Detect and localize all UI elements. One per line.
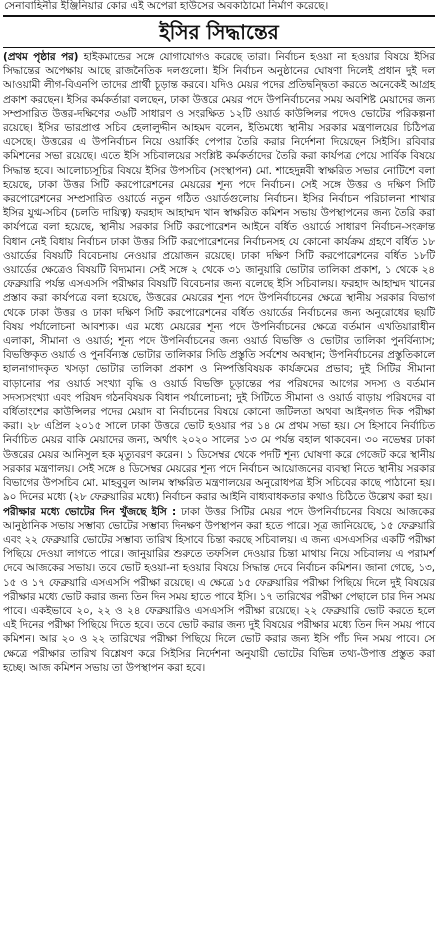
- paragraph-2-text: ঢাকা উত্তর সিটির মেয়র পদে উপনির্বাচনের বিষয়ে আজকের আনুষ্ঠানিক সভায় সম্ভাব্য ভোটের সম্ভাব্য দিনক্ষণ উপস্থাপন করা হতে পারে। সূত্র জানিয়েছে, ১৫ ফেব্রুয়ারি এবং ২২ ফেব্রুয়ারি ভোটের সম্ভাব্য তারিখ হিসাবে চিন্তা করছে সচিবালয়। এ জন্য এসএসসির একটি পরীক্ষা পিছিয়ে দেওয়া লাগতে পারে। জানুয়ারির শুরুতে তফসিল দেওয়ার চিন্তা মাথায় নিয়ে সচিবালয় এ পরামর্শ দেবে আজকের সভায়। তবে ভোট হওয়া-না হওয়ার বিষয়ে সিদ্ধান্ত দেবে নির্বাচন কমিশন। জানা গেছে, ১৩, ১৫ ও ১৭ ফেব্রুয়ারি এসএসসি পরীক্ষা রয়েছে। এ ক্ষেত্রে ১৫ ফেব্রুয়ারির পরীক্ষা পিছিয়ে দিলে দুই বিষয়ের পরীক্ষার মধ্যে ভোট করার জন্য তিন দিন সময় হাতে পাবে ইসি। ১৭ তারিখের পরীক্ষা পেছালে চার দিন সময় পাবে। একইভাবে ২০, ২২ ও ২৪ ফেব্রুয়ারিও এসএসসি পরীক্ষা রয়েছে। ২২ ফেব্রুয়ারি ভোট করতে হলে এই দিনের পরীক্ষা পিছিয়ে দিতে হবে। তবে ভোট করার জন্য দুই বিষয়ের পরীক্ষার মধ্যে তিন দিন সময় পাবে কমিশন। আর ২০ ও ২২ তারিখের পরীক্ষা পিছিয়ে দিলে ভোট করার জন্য ইসি পাঁচ দিন সময় পাবে। সে ক্ষেত্রে পরীক্ষার তারিখ বিশ্লেষণ করে সিইসির নির্দেশনা অনুযায়ী ভোটের বিভিন্ন তথ্য-উপাত্ত প্রস্তুত করা হচ্ছে। আজ কমিশন সভায় তা উপস্থাপন করা হবে।: [3, 505, 435, 674]
- article-body: [3, 50, 435, 675]
- continuation-label: (প্রথম পৃষ্ঠার পর): [3, 51, 79, 63]
- paragraph-1: [3, 50, 435, 505]
- previous-article-last-line: সেনাবাহিনীর ইঞ্জিনিয়ার কোর এই অপেরা হাউসের অবকাঠামো নির্মাণ করেছে।: [4, 0, 329, 12]
- section-subhead: পরীক্ষার মধ্যে ভোটের দিন খুঁজছে ইসি :: [3, 505, 177, 518]
- headline-block: [3, 15, 435, 47]
- headline-rule: [3, 47, 435, 48]
- paragraph-2: [3, 505, 435, 675]
- paragraph-1-text: হাইকমান্ডের সঙ্গে যোগাযোগও করেছে তারা। নির্বাচন হওয়া না হওয়ার বিষয়ে ইসির সিদ্ধান্তের অপেক্ষায় আছে রাজনৈতিক দলগুলো। ইসি নির্বাচন অনুষ্ঠানের ঘোষণা দিলেই প্রধান দুই দল আওয়ামী লীগ-বিএনপি তাদের প্রার্থী চূড়ান্ত করবে। যদিও মেয়র পদের প্রতিদ্বন্দ্বিতা করতে অনেকেই আগ্রহ প্রকাশ করছেন। ইসির কর্মকর্তারা বলছেন, ঢাকা উত্তরে মেয়র পদে উপনির্বাচনের সময় অবশিষ্ট মেয়াদের জন্য সম্প্রসারিত উত্তর-দক্ষিণের ৩৬টি সাধারণ ও সংরক্ষিত ১২টি ওয়ার্ড কাউন্সিলর পদেও ভোটের পরিকল্পনা রয়েছে। ইসির ভারপ্রাপ্ত সচিব হেলালুদ্দীন আহমদ বলেন, ইতিমধ্যে স্থানীয় সরকার মন্ত্রণালয়ের চিঠিপত্র এসেছে। উত্তরের এ উপনির্বাচন নিয়ে ওয়ার্কিং পেপার তৈরি করার নির্দেশনা দিয়েছেন সিইসি। রবিবার কমিশনের সভা রয়েছে। এতে ইসি সচিবালয়ের সংশ্লিষ্ট কর্মকর্তাদের তৈরি করা কার্যপত্র পেয়ে সার্বিক বিষয়ে সিদ্ধান্ত হবে। আলোচ্যসূচির বিষয়ে ইসির উপসচিব (সংস্থাপন) মো. শাহেদুন্নবী স্বাক্ষরিত সভার নোটিশে বলা হয়েছে, ঢাকা উত্তর সিটি করপোরেশনের মেয়রের শূন্য পদে নির্বাচন। সেই সঙ্গে উত্তর ও দক্ষিণ সিটি করপোরেশনের সম্প্রসারিত ওয়ার্ডে নতুন গঠিত ওয়ার্ডগুলোয় নির্বাচন। ইসির নির্বাচন পরিচালনা শাখার ইসির যুগ্ম-সচিব (চলতি দায়িত্ব) ফরহাদ আহাম্মদ খান স্বাক্ষরিত কমিশন সভায় উপস্থাপনের জন্য তৈরি করা কার্যপত্রে বলা হয়েছে, স্থানীয় সরকার সিটি করপোরেশন আইনে বর্ধিত ওয়ার্ডে সাধারণ নির্বাচন-সংক্রান্ত বিধান নেই বিধায় নির্বাচন ঢাকা উত্তর সিটি করপোরেশনের নির্বাচনসহ যে কোনো কার্যক্রম গ্রহণে বর্ধিত ১৮ ওয়ার্ডের বিষয়টি বিবেচনায় নেওয়ার প্রয়োজন রয়েছে। ঢাকা দক্ষিণ সিটি করপোরেশনের বর্ধিত ১৮টি ওয়ার্ডের ক্ষেত্রেও বিষয়টি বিদ্যমান। সেই সঙ্গে ২ থেকে ৩১ জানুয়ারি ভোটার তালিকা প্রকাশ, ১ থেকে ২৪ ফেব্রুয়ারি পর্যন্ত এসএসসি পরীক্ষার বিষয়টি বিবেচনার জন্য বলেছে ইসি সচিবালয়। ফরহাদ আহাম্মদ খানের প্রস্তাব করা কার্যপত্রে বলা হয়েছে, উত্তরের মেয়রের শূন্য পদে উপনির্বাচনের ক্ষেত্রে স্থানীয় সরকার বিভাগ থেকে ঢাকা উত্তর ও ঢাকা দক্ষিণ সিটি করপোরেশনের বর্ধিত ওয়ার্ডের নির্বাচনের জন্য অনুরোধের ছয়টি বিষয় পর্যালোচনা আবশ্যক। এর মধ্যে মেয়রের শূন্য পদে উপনির্বাচনের ক্ষেত্রে বর্তমান এখতিয়ারাধীন এলাকা, সীমানা ও ওয়ার্ড; শূন্য পদে উপনির্বাচনের জন্য ওয়ার্ড বিভক্তি ও ভোটার তালিকা পুনর্বিন্যাস; বিভক্তিকৃত ওয়ার্ড ও পুনর্বিন্যস্ত ভোটার তালিকার সিডি প্রস্তুতি সর্বশেষ অবস্থান; উপনির্বাচনের প্রস্তুতিকালে হালনাগাদকৃত খসড়া ভোটার তালিকা প্রকাশ ও নিষ্পত্তিবিষয়ক কার্যক্রমের প্রভাব; দুই সিটির সীমানা বাড়ানোর পর ওয়ার্ড সংখ্যা বৃদ্ধি ও ওয়ার্ড বিভক্তি চূড়ান্তের পর পরিষদের আগের সদস্য ও বর্তমান সদস্যসংখ্যা এবং পরিষদ গঠনবিষয়ক বিধান পর্যালোচনা; দুই সিটিতে সীমানা ও ওয়ার্ড বাড়ায় পরিষদের বা বর্ধিতাংশের কাউন্সিলর পদের মেয়াদ বা নির্বাচনের বিষয়ে কোনো জটিলতা অথবা আইনগত দিক পরীক্ষা করা। ২৮ এপ্রিল ২০১৫ সালে ঢাকা উত্তরে ভোট হওয়ার পর ১৪ মে প্রথম সভা হয়। সে হিসাবে নির্বাচিত নির্বাচিত মেয়র বাকি মেয়াদের জন্য, অর্থাৎ ২০২০ সালের ১৩ মে পর্যন্ত বহাল থাকবেন। ৩০ নভেম্বর ঢাকা উত্তরের মেয়র আনিসুল হক মৃত্যুবরণ করেন। ১ ডিসেম্বর থেকে পদটি শূন্য ঘোষণা করে গেজেট করে স্থানীয় সরকার মন্ত্রণালয়। সেই সঙ্গে ৪ ডিসেম্বর মেয়রের শূন্য পদে নির্বাচন আয়োজনের ব্যবস্থা নিতে স্থানীয় সরকার বিভাগের উপসচিব মো. মাহবুবুল আলম স্বাক্ষরিত মন্ত্রণালয়ের অনুরোধপত্র ইসি সচিবের কাছে পাঠানো হয়। ৯০ দিনের মধ্যে (২৮ ফেব্রুয়ারির মধ্যে) নির্বাচন করার আইনি বাধ্যবাধকতার কথাও চিঠিতে উল্লেখ করা হয়।: [3, 51, 436, 504]
- article-headline: ইসির সিদ্ধান্তের: [159, 20, 279, 44]
